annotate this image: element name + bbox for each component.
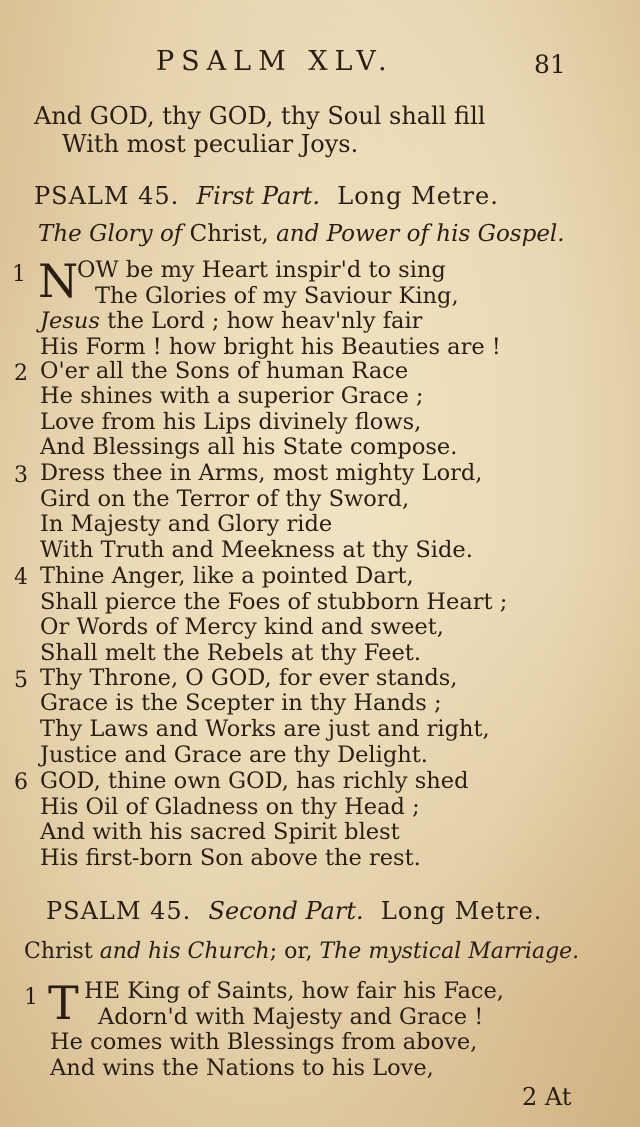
verse-number: 5 [14,668,28,693]
drop-cap: T [48,976,79,1030]
verse-number: 2 [14,361,28,386]
verse-number: 1 [12,262,26,287]
part-label: First Part. [196,182,321,210]
verse-line: Shall pierce the Foes of stubborn Heart ; [40,589,508,615]
verse-line: Dress thee in Arms, most mighty Lord, [40,460,483,486]
verse-text: Jesus [40,308,100,334]
verse-line [40,308,422,334]
catchword: 2 At [522,1083,572,1111]
verse-line: And Blessings all his State compose. [40,434,458,460]
verse-line: Grace is the Scepter in thy Hands ; [40,690,442,716]
subtitle-text: and his Church [99,939,270,964]
subtitle-text: Christ [24,939,93,964]
subtitle-text: and Power of his Gospel. [276,221,565,247]
psalm-number: PSALM 45. [34,182,180,210]
verse-line: Thine Anger, like a pointed Dart, [40,563,414,589]
verse-line: O'er all the Sons of human Race [40,358,409,384]
verse-line: Gird on the Terror of thy Sword, [40,486,410,512]
verse-number: 1 [24,985,38,1010]
subtitle-text: The mystical Marriage. [319,939,580,964]
verse-number: 6 [14,770,28,795]
verse-line: He comes with Blessings from above, [50,1029,478,1055]
psalm-title-part1 [34,182,499,210]
psalm-number: PSALM 45. [46,897,192,925]
drop-cap: N [38,254,79,308]
verse-line: The Glories of my Saviour King, [95,283,459,309]
verse-line: And with his sacred Spirit blest [40,819,400,845]
verse-text: the Lord ; how heav'nly fair [99,308,423,334]
metre-label: Long Metre. [337,182,499,210]
page-number: 81 [534,50,566,79]
verse-line: Adorn'd with Majesty and Grace ! [98,1004,484,1030]
verse-line: Justice and Grace are thy Delight. [40,742,428,768]
running-header: PSALM XLV. [156,46,394,77]
continuation-line: And GOD, thy GOD, thy Soul shall fill [34,102,486,130]
verse-line: With Truth and Meekness at thy Side. [40,537,473,563]
verse-line: His Oil of Gladness on thy Head ; [40,794,420,820]
part-label: Second Part. [208,897,364,925]
subtitle-text: Christ, [189,221,269,247]
psalm-subtitle-part1 [38,221,565,247]
verse-line: His Form ! how bright his Beauties are ! [40,334,501,360]
subtitle-text: The Glory of [38,221,183,247]
verse-line: In Majesty and Glory ride [40,511,333,537]
psalm-title-part2 [46,897,542,925]
verse-line: Thy Throne, O GOD, for ever stands, [40,665,458,691]
subtitle-text: ; or, [269,939,313,964]
psalm-subtitle-part2 [24,939,579,964]
verse-line: And wins the Nations to his Love, [50,1055,434,1081]
verse-line: Love from his Lips divinely flows, [40,409,422,435]
verse-line: His first-born Son above the rest. [40,845,421,871]
verse-line: GOD, thine own GOD, has richly shed [40,768,469,794]
verse-line: Or Words of Mercy kind and sweet, [40,614,444,640]
verse-line: Thy Laws and Works are just and right, [40,716,490,742]
metre-label: Long Metre. [380,897,543,925]
verse-line: OW be my Heart inspir'd to sing [77,257,446,283]
verse-number: 3 [14,463,28,488]
verse-line: He shines with a superior Grace ; [40,383,424,409]
continuation-line: With most peculiar Joys. [62,130,359,158]
verse-number: 4 [14,565,28,590]
verse-line: Shall melt the Rebels at thy Feet. [40,640,421,666]
verse-line: HE King of Saints, how fair his Face, [84,978,504,1004]
